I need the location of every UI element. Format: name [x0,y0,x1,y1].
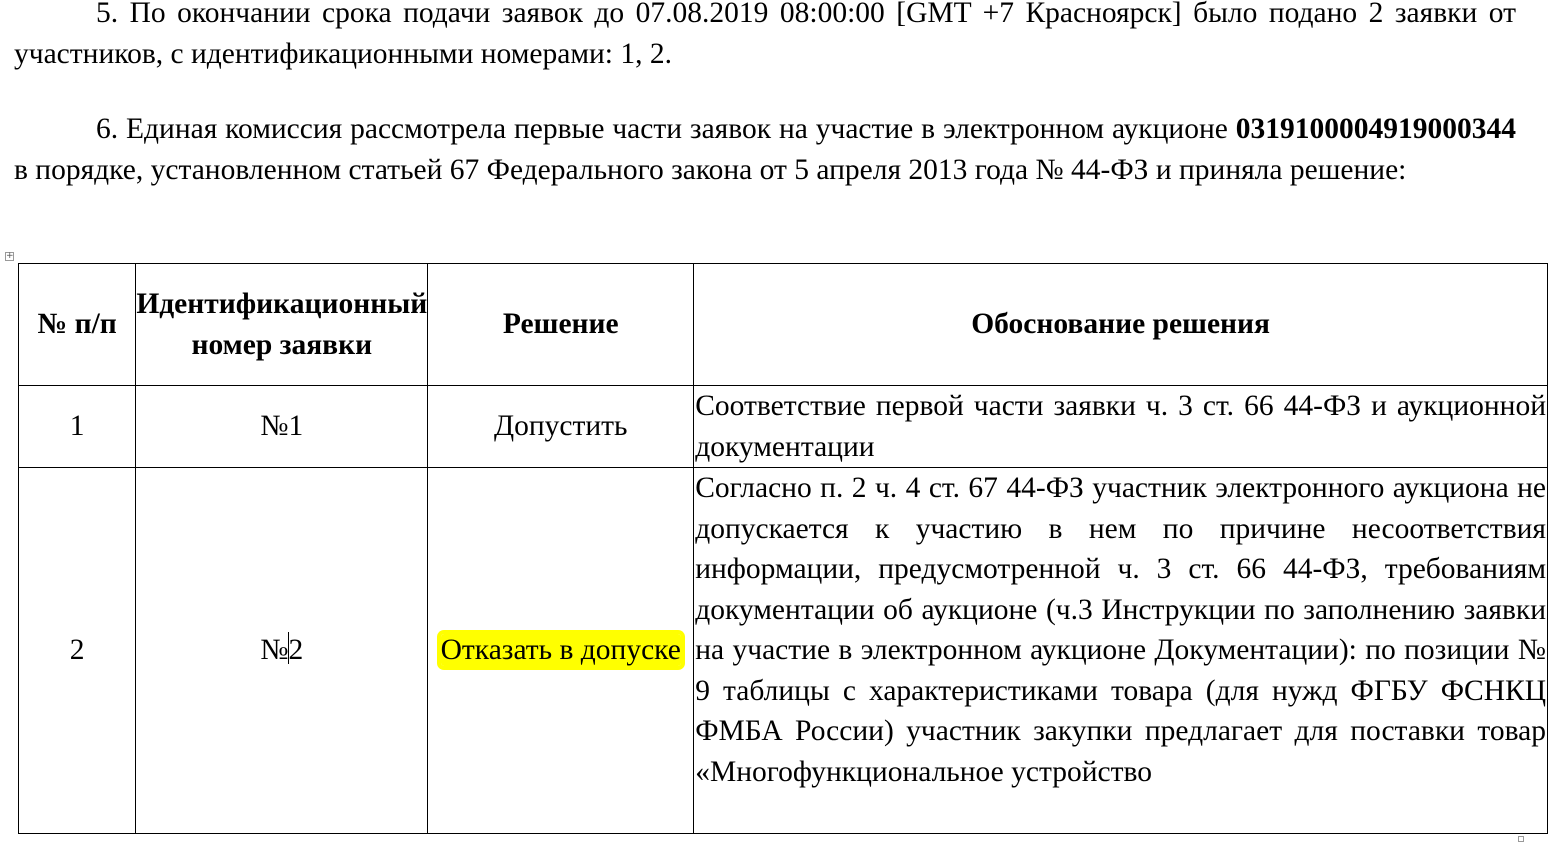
row-2-app-id-prefix: № [260,634,289,667]
row-1-app-id: №1 [136,386,428,468]
row-2-reason: Согласно п. 2 ч. 4 ст. 67 44-ФЗ участник электронного аукциона не допускается к участию в нем по причине несоответствия информации, предусмотренной ч. 3 ст. 66 44-ФЗ, требованиям документации об аукционе (ч.3 Инструкции по заполнению заявки на участие в электронном аукционе Документации): по позиции № 9 таблицы с характеристиками товара (для нужд ФГБУ ФСНКЦ ФМБА России) участник закупки предлагает для поставки товар «Многофункциональное устройство [695,472,1546,788]
auction-number: 0319100004919000344 [1235,113,1516,145]
row-1-decision: Допустить [428,386,694,468]
row-2-num: 2 [19,468,136,834]
paragraph-5-text: 5. По окончании срока подачи заявок до 07.08.2019 08:00:00 [GMT +7 Красноярск] было подано 2 заявки от участников, с идентификационными номерами: 1, 2. [14,0,1516,70]
row-2-decision: Отказать в допуске [440,634,681,667]
row-1-reason: Соответствие первой части заявки ч. 3 ст. 66 44-ФЗ и аукционной документации [694,386,1548,468]
paragraph-6-before: 6. Единая комиссия рассмотрела первые части заявок на участие в электронном аукционе [96,113,1228,145]
decision-table [18,263,1548,834]
table-row [19,386,1548,468]
table-move-handle-icon[interactable]: + [6,251,14,261]
header-app-id: Идентификационный номер заявки [136,264,428,386]
header-decision: Решение [428,264,694,386]
header-num: № п/п [19,264,136,386]
row-2-app-id-suffix: 2 [288,634,304,667]
paragraph-6 [14,109,1516,190]
row-1-num: 1 [19,386,136,468]
row-2-app-id [136,468,428,834]
row-2-reason-cell [694,468,1548,834]
table-header-row [19,264,1548,386]
paragraph-6-after: в порядке, установленном статьей 67 Федерального закона от 5 апреля 2013 года № 44-ФЗ и приняла решение: [14,153,1407,186]
header-reason: Обоснование решения [694,264,1548,386]
table-resize-handle-icon[interactable] [1518,836,1524,842]
paragraph-5 [14,0,1516,74]
row-2-decision-cell [428,468,694,834]
table-row [19,468,1548,834]
